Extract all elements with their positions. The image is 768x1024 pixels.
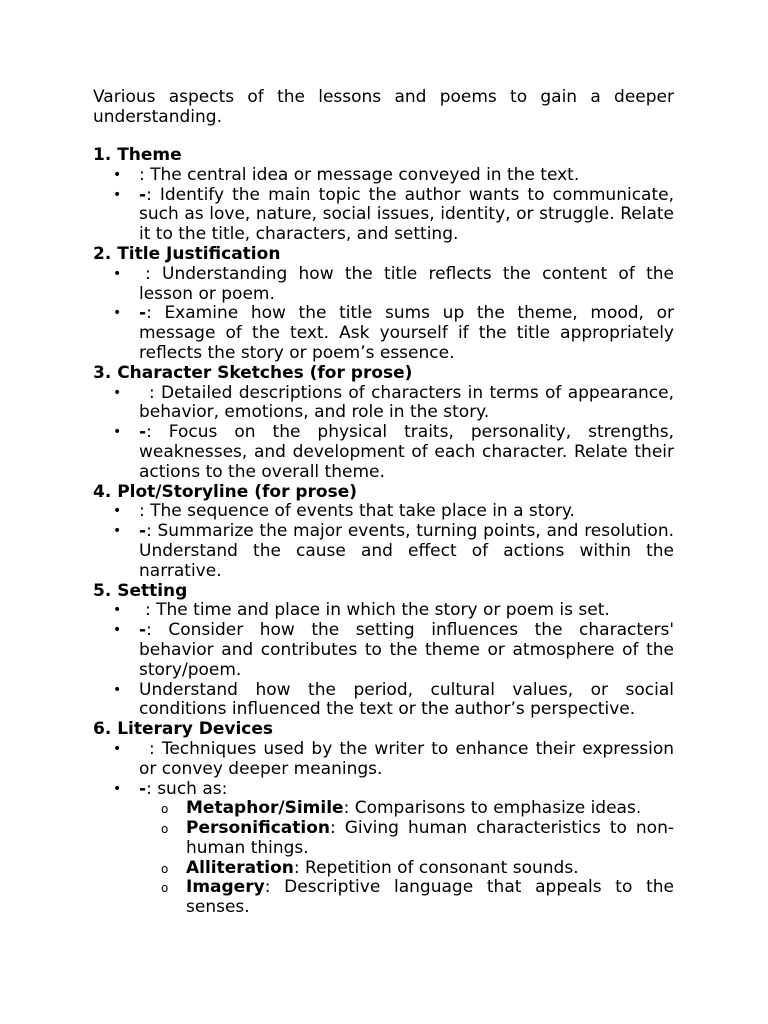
device-term: Imagery <box>186 877 265 898</box>
bullet-list <box>93 166 674 245</box>
sub-list-item <box>93 819 674 859</box>
list-item <box>93 502 674 522</box>
bullet-list <box>93 601 674 720</box>
item-marker: - <box>139 422 147 443</box>
device-description: : Descriptive language that appeals to the senses. <box>186 877 674 918</box>
device-description: : Repetition of consonant sounds. <box>293 857 579 878</box>
item-marker: - <box>139 521 147 542</box>
list-item <box>93 740 674 780</box>
list-item <box>93 601 674 621</box>
device-term: Personification <box>186 818 330 839</box>
section-heading: 5. Setting <box>93 580 188 601</box>
device-description: : Giving human characteristics to non-human things. <box>186 818 674 858</box>
document-body <box>93 146 674 918</box>
list-item <box>93 621 674 680</box>
item-text: : The sequence of events that take place in a story. <box>139 501 575 522</box>
device-description: : Comparisons to emphasize ideas. <box>343 798 642 819</box>
device-term: Metaphor/Simile <box>186 798 344 819</box>
bullet-list <box>93 502 674 581</box>
item-marker: - <box>139 303 147 324</box>
item-text: : such as: <box>146 778 228 799</box>
list-item <box>93 423 674 482</box>
list-item <box>93 384 674 424</box>
item-text: : Understanding how the title reflects the content of the lesson or poem. <box>139 263 674 304</box>
section-heading: 2. Title Justification <box>93 243 281 264</box>
item-text: : Techniques used by the writer to enhance their expression or convey deeper meanings. <box>139 738 674 779</box>
item-text: Understand how the period, cultural values, or social conditions influenced the text or the author’s perspective. <box>139 679 674 720</box>
bullet-list <box>93 265 674 364</box>
bullet-list <box>93 740 674 799</box>
list-item <box>93 304 674 363</box>
item-marker: - <box>139 620 147 641</box>
item-text: : Focus on the physical traits, personality, strengths, weaknesses, and development of each character. Relate their actions to the overall theme. <box>139 422 674 482</box>
item-text: : The time and place in which the story or poem is set. <box>145 600 610 621</box>
section-heading: 3. Character Sketches (for prose) <box>93 362 413 383</box>
section-heading: 6. Literary Devices <box>93 719 274 740</box>
list-item <box>93 265 674 305</box>
intro-paragraph: Various aspects of the lessons and poems to gain a deeper understanding. <box>93 87 674 127</box>
item-marker: - <box>139 184 147 205</box>
item-marker: - <box>139 778 147 799</box>
item-text: : Detailed descriptions of characters in terms of appearance, behavior, emotions, and role in the story. <box>139 382 674 423</box>
sub-bullet-list <box>93 799 674 918</box>
list-item <box>93 522 674 581</box>
sub-list-item <box>93 799 674 819</box>
item-text: : Consider how the setting influences the characters' behavior and contributes to the theme or atmosphere of the story/poem. <box>139 620 674 680</box>
item-text: : The central idea or message conveyed in the text. <box>139 164 580 185</box>
item-text: : Identify the main topic the author wants to communicate, such as love, nature, social issues, identity, or struggle. Relate it to the title, characters, and setting. <box>139 184 674 245</box>
section-heading: 4. Plot/Storyline (for prose) <box>93 481 358 502</box>
item-text: : Summarize the major events, turning points, and resolution. Understand the cause and effect of actions within the narrative. <box>139 521 674 581</box>
device-term: Alliteration <box>186 857 294 878</box>
list-item <box>93 166 674 186</box>
list-item <box>93 186 674 245</box>
list-item <box>93 780 674 800</box>
sub-list-item <box>93 878 674 918</box>
sub-list-item <box>93 859 674 879</box>
list-item <box>93 681 674 721</box>
section-heading: 1. Theme <box>93 145 182 165</box>
bullet-list <box>93 384 674 483</box>
item-text: : Examine how the title sums up the theme, mood, or message of the text. Ask yourself if the title appropriately reflects the story or poem’s essence. <box>139 303 674 363</box>
